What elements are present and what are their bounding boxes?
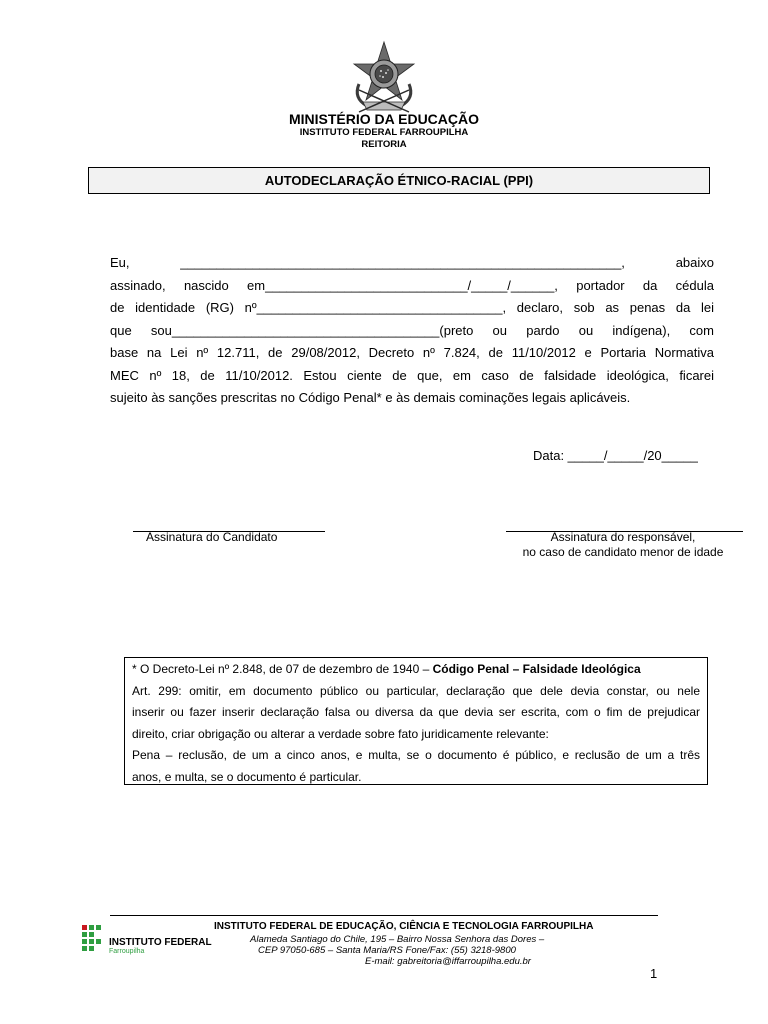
footer-email: E-mail: gabreitoria@iffarroupilha.edu.br xyxy=(365,956,531,967)
guardian-signature-label xyxy=(510,530,736,559)
declaration-line: MEC nº 18, de 11/10/2012. Estou ciente de que, em caso de falsidade ideológica, ficarei xyxy=(110,367,714,383)
footer-divider xyxy=(110,915,658,916)
footer-logo-subtext: Farroupilha xyxy=(109,948,145,955)
footnote-line: Art. 299: omitir, em documento público ou particular, declaração que dele devia constar, ou nele xyxy=(132,683,700,698)
footnote-lead: * O Decreto-Lei nº 2.848, de 07 de dezembro de 1940 – xyxy=(132,662,433,676)
footnote-lead-bold: Código Penal – Falsidade Ideológica xyxy=(432,662,641,676)
footnote-heading xyxy=(132,659,700,681)
declaration-line: Eu, _____________________________________________________________, abaixo xyxy=(110,255,714,270)
declaration-paragraph xyxy=(110,252,714,410)
footer-address-line2: CEP 97050-685 – Santa Maria/RS Fone/Fax: (55) 3218-9800 xyxy=(258,945,516,956)
guardian-signature-label-line1: Assinatura do responsável, xyxy=(550,530,696,544)
date-field: Data: _____/_____/20_____ xyxy=(533,448,698,463)
institute-heading: INSTITUTO FEDERAL FARROUPILHA xyxy=(299,127,469,138)
footer-logo-text: INSTITUTO FEDERAL xyxy=(109,937,212,948)
declaration-line: sujeito às sanções prescritas no Código Penal* e às demais cominações legais aplicáveis. xyxy=(110,390,631,405)
document-title: AUTODECLARAÇÃO ÉTNICO-RACIAL (PPI) xyxy=(264,173,534,188)
penal-code-footnote-box xyxy=(124,657,708,785)
footnote-line: anos, e multa, se o documento é particular. xyxy=(132,769,362,784)
footnote-line: inserir ou fazer inserir declaração falsa ou diversa da que devia ser escrita, com o fim de prejudicar xyxy=(132,705,700,719)
declaration-line: assinado, nascido em____________________________/_____/______, portador da cédula xyxy=(110,277,714,293)
if-farroupilha-logo-icon xyxy=(82,925,212,957)
guardian-signature-label-line2: no caso de candidato menor de idade xyxy=(522,544,724,559)
candidate-signature-label: Assinatura do Candidato xyxy=(146,530,278,544)
page-number: 1 xyxy=(650,966,658,981)
declaration-line: que sou_____________________________________(preto ou pardo ou indígena), com xyxy=(110,322,714,338)
footnote-line: direito, criar obrigação ou alterar a verdade sobre fato juridicamente relevante: xyxy=(132,726,549,741)
brazil-coat-of-arms-emblem-icon xyxy=(345,40,423,116)
declaration-line: base na Lei nº 12.711, de 29/08/2012, Decreto nº 7.824, de 11/10/2012 e Portaria Normativa xyxy=(110,345,714,360)
ministry-heading: MINISTÉRIO DA EDUCAÇÃO xyxy=(288,111,480,127)
footnote-line: Pena – reclusão, de um a cinco anos, e multa, se o documento é público, e reclusão de um a três xyxy=(132,748,700,762)
document-title-box xyxy=(88,167,710,194)
footer-institute-title: INSTITUTO FEDERAL DE EDUCAÇÃO, CIÊNCIA E TECNOLOGIA FARROUPILHA xyxy=(214,921,594,932)
declaration-line: de identidade (RG) nº__________________________________, declaro, sob as penas da lei xyxy=(110,300,714,315)
footer-address-line1: Alameda Santiago do Chile, 195 – Bairro Nossa Senhora das Dores – xyxy=(250,934,545,945)
rectory-heading: REITORIA xyxy=(361,139,407,150)
